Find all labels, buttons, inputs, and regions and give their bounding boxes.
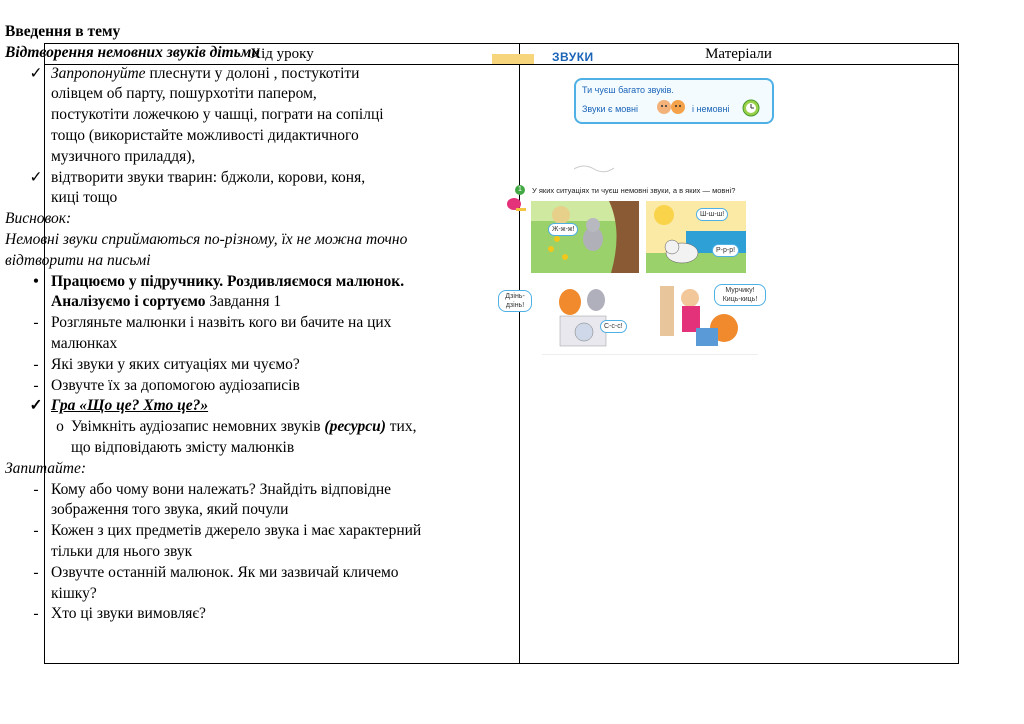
check-icon: ✓ — [29, 168, 43, 186]
info-box: Ти чуєш багато звуків. Звуки є мовні і немовні — [574, 78, 774, 124]
bullet-icon: • — [33, 272, 39, 290]
bottom-line — [542, 354, 758, 355]
illustration-cat-mouse-washer — [544, 278, 630, 348]
circle-icon: o — [56, 418, 64, 436]
header-right: Матеріали — [705, 46, 772, 62]
scribble-decoration — [574, 160, 614, 170]
textbook-title: ЗВУКИ — [552, 50, 594, 64]
task-question: У яких ситуаціях ти чуєш немовні звуки, а в яких — мовні? — [532, 186, 736, 195]
lesson-steps: Введення в тему Відтворення немовних звуків дітьми ✓ Запропонуйте плеснути у долоні , постукотіти олівцем об парту, пошурхотіти папером, постукотіти ложечкою у чашці, пограти на сопілці тощо (використайте можливості дидактичного музичного приладдя), ✓ відтворити звуки тварин: бджоли, корови, коня, киці тощо Висновок: Немовні звуки сприймаються по-різному, їх не можна точно відтворити на письмі • Працюємо у підручнику. Роздивляємося малюнок. Аналізуємо і сортуємо Завдання 1 - Розгляньте малюнки і назвіть кого ви бачите на цих малюнках - Які звуки у яких ситуаціях ми чуємо? - Озвучте їх за допомогою аудіозаписів ✓ Гра «Що це? Хто це?» o Увімкніть аудіозапис немовних звуків (ресурси) тих, що відповідають змісту малюнків Запитайте: - Кому або чому вони належать? Знайдіть відповідне зображення того звука, який почули - Кожен з цих предметів джерело звука і має характерний тільки для нього звук - Озвучте останній малюнок. Як ми зазвичай кличемо кішку? - Хто ці звуки вимовляє? — [5, 22, 469, 625]
dash-icon: - — [33, 522, 39, 540]
list-item: - Озвучте останній малюнок. Як ми зазвичай кличемо — [5, 563, 469, 584]
sound-bubble: Ж-ж-ж! — [548, 223, 578, 236]
clock-icon — [742, 99, 760, 117]
sound-bubble: С-с-с! — [600, 320, 627, 333]
pencil-icon — [506, 194, 526, 216]
textbook-image — [484, 28, 764, 330]
speaking-kids-icon — [656, 99, 688, 115]
dash-icon: - — [33, 376, 39, 394]
header-left: Хід уроку — [45, 44, 520, 64]
list-item: - Кому або чому вони належать? Знайдіть відповідне — [5, 480, 469, 501]
dash-icon: - — [33, 314, 39, 332]
list-item: ✓ відтворити звуки тварин: бджоли, корови, коня, — [5, 168, 469, 189]
list-item: ✓ Запропонуйте плеснути у долоні , постукотіти — [5, 64, 469, 85]
section-tag — [492, 54, 534, 64]
list-item: - Розгляньте малюнки і назвіть кого ви бачите на цих — [5, 313, 469, 334]
sound-bubble: Р-р-р! — [712, 244, 739, 257]
section-title: Введення в тему — [5, 23, 121, 40]
conclusion-label: Висновок: — [5, 210, 72, 228]
task-number: 1 — [515, 185, 525, 195]
check-icon: ✓ — [29, 397, 43, 415]
list-item: - Озвучте їх за допомогою аудіозаписів — [5, 376, 469, 397]
sound-bubble: Ш-ш-ш! — [696, 208, 728, 221]
illustration-bees-mouse — [531, 201, 639, 273]
dash-icon: - — [33, 605, 39, 623]
list-item: o Увімкніть аудіозапис немовних звуків (ресурси) тих, — [5, 417, 469, 438]
list-item: - Хто ці звуки вимовляє? — [5, 604, 469, 625]
subsection-title: Відтворення немовних звуків дітьми — [5, 43, 260, 61]
conclusion-text: Немовні звуки сприймаються по-різному, їх не можна точно — [5, 230, 408, 248]
dash-icon: - — [33, 355, 39, 373]
dash-icon: - — [33, 480, 39, 498]
list-item: • Працюємо у підручнику. Роздивляємося малюнок. — [5, 272, 469, 293]
list-item: - Які звуки у яких ситуаціях ми чуємо? — [5, 355, 469, 376]
dash-icon: - — [33, 563, 39, 581]
sound-bubble: Дзінь-дзінь! — [498, 290, 532, 312]
list-item: - Кожен з цих предметів джерело звука і має характерний — [5, 521, 469, 542]
ask-label: Запитайте: — [5, 459, 87, 477]
sound-bubble: Мурчику! Киць-киць! — [714, 284, 766, 306]
check-icon: ✓ — [29, 64, 43, 82]
list-item: ✓ Гра «Що це? Хто це?» — [5, 396, 469, 417]
